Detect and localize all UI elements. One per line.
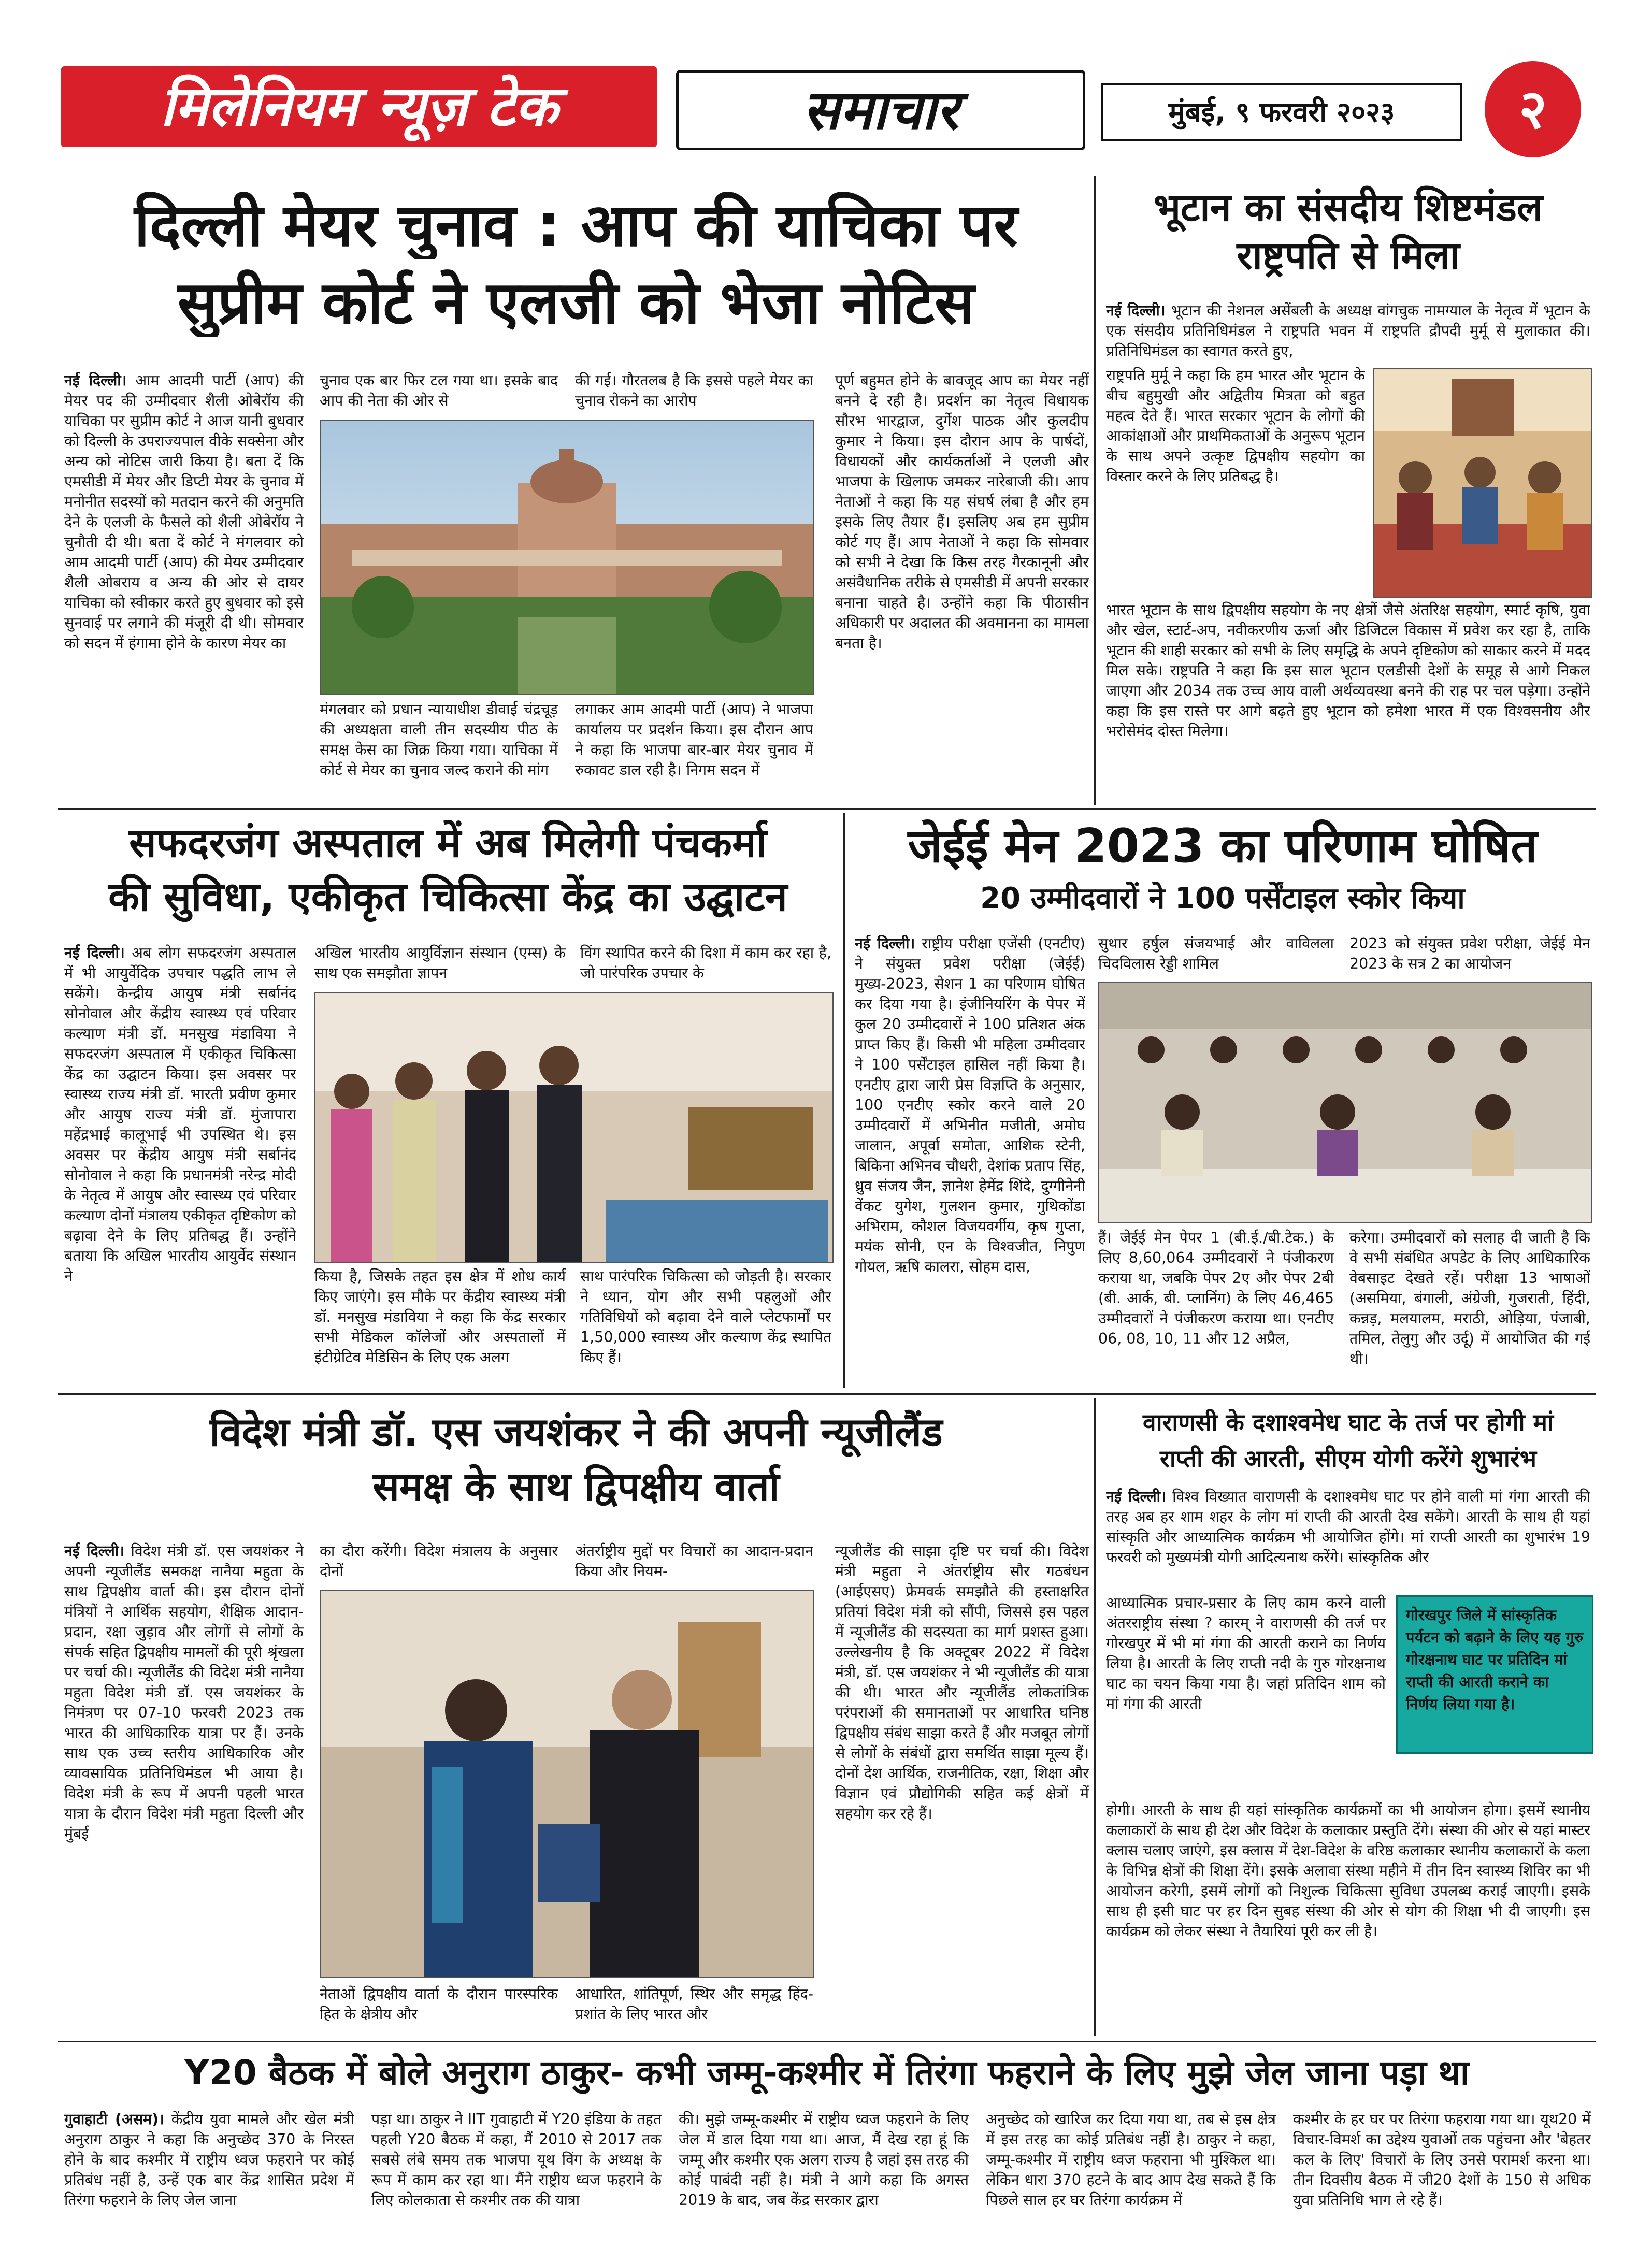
jaishankar-dateline: नई दिल्ली। [64,1542,125,1560]
jaishankar-body-1: विदेश मंत्री डॉ. एस जयशंकर ने अपनी न्यूजीलैंड समकक्ष नानैया महुता के साथ द्विपक्षीय वार्ता की। इस दौरान दोनों मंत्रियों ने आर्थिक सहयोग, शैक्षिक आदान-प्रदान, रक्षा जुड़ाव और लोगों से लोगों के संपर्क सहित द्विपक्षीय मामलों की पूरी श्रृंखला पर चर्चा की। न्यूजीलैंड की विदेश मंत्री नानैया महुता विदेश मंत्री डॉ. एस जयशंकर के निमंत्रण पर 07-10 फरवरी 2023 तक भारत की आधिकारिक यात्रा पर हैं। उनके साथ एक उच्च स्तरीय आधिकारिक और व्यावसायिक प्रतिनिधिमंडल भी आया है। विदेश मंत्री के रूप में अपनी पहली भारत यात्रा के दौरान विदेश मंत्री महुता दिल्ली और मुंबई [64,1542,304,1842]
headline-mayor-line1: दिल्ली मेयर चुनाव : आप की याचिका पर [134,192,1018,259]
mayor-column-2-top [320,370,558,413]
bhutan-body-3: भारत भूटान के साथ द्विपक्षीय सहयोग के नए क्षेत्रों जैसे अंतरिक्ष सहयोग, स्मार्ट कृषि, युवा और खेल, स्टार्ट-अप, नवीकरणीय ऊर्जा और डिजिटल विकास में प्रवेश कर रहा है, ताकि भूटान की शाही सरकार को सभी के लिए समृद्धि के अपने दृष्टिकोण को साकार करने में मदद मिल सके। राष्ट्रपति ने कहा कि इस साल भूटान एलडीसी देशों के समूह से आगे निकल जाएगा और 2034 तक उच्च आय वाली अर्थव्यवस्था बनने की राह पर चल पड़ेगा। उन्होंने कहा कि इस रास्ते पर आगे बढ़ते हुए भूटान को हमेशा भारत में एक विश्वसनीय और भरोसेमंद दोस्त मिलेगा। [1106,601,1590,740]
jaishankar-column-3-bottom [575,1984,813,2028]
vertical-divider-middle [843,813,845,1388]
mayor-column-3-top [575,370,813,413]
article-jee [850,813,1596,1388]
brand-name: मिलेनियम न्यूज़ टेक [160,74,558,139]
safdarjung-body-3b: साथ पारंपरिक चिकित्सा को जोड़ती है। सरकार ने ध्यान, योग और सभी पहलुओं और गतिविधियों को बढ़ावा देने वाले प्लेटफार्मों पर 1,50,000 स्वास्थ्य और कल्याण केंद्र स्थापित किए हैं। [580,1268,831,1366]
safdarjung-column-3-top [580,943,831,985]
mayor-body-2b: मंगलवार को प्रधान न्यायाधीश डीवाई चंद्रचूड़ की अध्यक्षता वाली तीन सदस्यीय पीठ के समक्ष केस का जिक्र किया गया। याचिका में कोर्ट से मेयर का चुनाव जल्द कराने की मांग [320,701,558,778]
safdarjung-column-1 [64,943,296,1383]
headline-mayor-line2: सुप्रीम कोर्ट ने एलजी को भेजा नोटिस [177,269,975,337]
y20-column-1 [64,2109,354,2236]
jee-dateline: नई दिल्ली। [855,935,915,952]
y20-body-2: पड़ा था। ठाकुर ने IIT गुवाहाटी में Y20 इंडिया के तहत पहली Y20 बैठक में कहा, मैं 2010 से 2017 तक सबसे लंबे समय तक भाजपा यूथ विंग के अध्यक्ष के रूप में काम कर रहा था। मैंने राष्ट्रीय ध्वज फहराने के लिए कोलकाता से कश्मीर तक की यात्रा [371,2111,662,2209]
y20-column-5 [1293,2109,1591,2236]
headline-y20: Y20 बैठक में बोले अनुराग ठाकुर- कभी जम्मू-कश्मीर में तिरंगा फहराने के लिए मुझे जेल जाना पड़ा था [184,2053,1469,2093]
bhutan-body-1: भूटान की नेशनल असेंबली के अध्यक्ष वांगचुक नामग्याल के नेतृत्व में भूटान के एक संसदीय प्रतिनिधिमंडल ने राष्ट्रपति भवन में राष्ट्रपति द्रौपदी मुर्मू से मुलाकात की। प्रतिनिधिमंडल का स्वागत करते हुए, [1106,302,1590,359]
mayor-column-3-bottom [575,699,813,798]
safdarjung-column-2-top [314,943,566,985]
section-banner [676,70,1085,150]
headline-varanasi-line1: वाराणसी के दशाश्वमेध घाट के तर्ज पर होगी मां [1143,1408,1554,1436]
mayor-dateline: नई दिल्ली। [64,372,127,389]
bhutan-intro [1106,300,1590,364]
jaishankar-body-2b: नेताओं द्विपक्षीय वार्ता के दौरान पारस्परिक हित के क्षेत्रीय और [320,1985,558,2023]
vertical-divider-top [1094,176,1096,805]
vertical-divider-bottom [1094,1398,1096,2036]
page-number: २ [1518,78,1547,141]
safdarjung-dateline: नई दिल्ली। [64,944,125,961]
mayor-body-2a: चुनाव एक बार फिर टल गया था। इसके बाद आप की नेता की ओर से [320,372,558,409]
jee-body-1: राष्ट्रीय परीक्षा एजेंसी (एनटीए) ने संयुक्त प्रवेश परीक्षा (जेईई) मुख्य-2023, सेशन 1 का परिणाम घोषित कर दिया गया है। इंजीनियरिंग के पेपर में कुल 20 उम्मीदवारों ने 100 प्रतिशत अंक प्राप्त किए हैं। किसी भी महिला उम्मीदवार ने 100 पर्सेंटाइल हासिल नहीं किया है। एनटीए द्वारा जारी प्रेस विज्ञप्ति के अनुसार, 100 एनटीए स्कोर करने वाले 20 उम्मीदवारों में अभिनीत मजीती, अमोघ जालान, अपूर्वा समोता, आशिक स्टेनी, बिकिना अभिनव चौधरी, देशांक प्रताप सिंह, ध्रुव संजय जैन, ज्ञानेश हेमेंद्र शिंदे, दुग्गीनेनी वेंकट युगेश, गुलशन कुमार, गुथिकोंडा अभिराम, कौशल विजयवर्गीय, कृष गुप्ता, मयंक सोनी, एन के विश्वजीत, निपुण गोयल, ऋषि कालरा, सोहम दास, [855,935,1085,1275]
horizontal-divider-2 [58,1393,1596,1395]
jee-column-1 [855,933,1085,1384]
headline-bhutan-line1: भूटान का संसदीय शिष्टमंडल [1154,185,1543,230]
varanasi-body-1: विश्व विख्यात वाराणसी के दशाश्वमेध घाट पर होने वाली मां गंगा आरती की तरह अब हर शाम शहर के लोग मां राप्ती की आरती देख सकेंगे। आरती के साथ ही यहां सांस्कृति और आध्यात्मिक कार्यक्रम भी आयोजित होंगे। मां राप्ती आरती का शुभारंभ 19 फरवरी को मुख्यमंत्री योगी आदित्यनाथ करेंगे। सांस्कृतिक और [1106,1488,1590,1566]
mayor-body-1: आम आदमी पार्टी (आप) की मेयर पद की उम्मीदवार शैली ओबेरॉय की याचिका पर सुप्रीम कोर्ट ने आज यानी बुधवार को दिल्ली के उपराज्यपाल वीके सक्सेना और अन्य को नोटिस जारी किया है। बता दें कि एमसीडी में मेयर और डिप्टी मेयर के चुनाव में मनोनीत सदस्यों को मतदान करने की अनुमति देने के एलजी के फैसले को शैली ओबेरॉय ने चुनौती दी थी। बता दें कोर्ट ने मंगलवार को आम आदमी पार्टी (आप) की मेयर उम्मीदवार शैली ओबराय व अन्य की ओर से दायर याचिका को स्वीकार करते हुए बुधवार को इसे सुनवाई पर लगाने की मंजूरी दी थी। सोमवार को सदन में हंगामा होने के कारण मेयर का [64,372,304,652]
headline-jee: जेईई मेन 2023 का परिणाम घोषित [908,819,1538,873]
safdarjung-body-1: अब लोग सफदरजंग अस्पताल में भी आयुर्वेदिक उपचार पद्धति लाभ ले सकेंगे। केन्द्रीय आयुष मंत्री सर्बानंद सोनोवाल और केंद्रीय स्वास्थ्य एवं परिवार कल्याण मंत्री डॉ. मनसुख मंडाविया ने सफदरजंग अस्पताल में एकीकृत चिकित्सा केंद्र का उद्घाटन किया। इस अवसर पर स्वास्थ्य राज्य मंत्री डॉ. भारती प्रवीण कुमार और आयुष राज्य मंत्री डॉ. मुंजापारा महेंद्रभाई कालूभाई भी उपस्थित थे। इस अवसर पर केंद्रीय आयुष मंत्री सर्बानंद सोनोवाल ने कहा कि प्रधानमंत्री नरेन्द्र मोदी के नेतृत्व में आयुष और स्वास्थ्य एवं परिवार कल्याण दोनों मंत्रालय एकीकृत दृष्टिकोण को बढ़ावा देने के लिए प्रतिबद्ध हैं। उन्होंने बताया कि अखिल भारतीय आयुर्वेद संस्थान ने [64,944,296,1285]
mayor-body-3b: लगाकर आम आदमी पार्टी (आप) ने भाजपा कार्यालय पर प्रदर्शन किया। इस दौरान आप ने कहा कि भाजपा बार-बार मेयर चुनाव में रुकावट डाल रही है। निगम सदन में [575,701,813,778]
headline-jaishankar-line1: विदेश मंत्री डॉ. एस जयशंकर ने की अपनी न्यूजीलैंड [209,1409,943,1455]
y20-body-1: केंद्रीय युवा मामले और खेल मंत्री अनुराग ठाकुर ने कहा कि अनुच्छेद 370 के निरस्त होने के बाद कश्मीर में राष्ट्रीय ध्वज फहराने पर कोई प्रतिबंध नहीं है, उन्हें एक बार केंद्र शासित प्रदेश में तिरंगा फहराने के लिए जेल जाना [64,2111,354,2209]
article-varanasi [1101,1398,1596,2036]
safdarjung-body-3a: विंग स्थापित करने की दिशा में काम कर रहा है, जो पारंपरिक उपचार के [580,944,831,982]
jee-body-2a: सुथार हर्षुल संजयभाई और वाविलला चिदविलास रेड्डी शामिल [1098,935,1334,972]
y20-dateline: गुवाहाटी (असम)। [64,2111,164,2128]
y20-body-5: कश्मीर के हर घर पर तिरंगा फहराया गया था। यूथ20 में विचार-विमर्श का उद्देश्य युवाओं तक पहुंचना और 'बेहतर कल के लिए' विचारों के लिए उनसे परामर्श करना था। तीन दिवसीय बैठक में जी20 देशों के 150 से अधिक युवा प्रतिनिधि भाग ले रहे हैं। [1293,2111,1591,2209]
article-bhutan [1101,171,1596,805]
mayor-body-3a: की गई। गौरतलब है कि इससे पहले मेयर का चुनाव रोकने का आरोप [575,372,813,409]
headline-safdarjung-line2: की सुविधा, एकीकृत चिकित्सा केंद्र का उद्घाटन [108,874,787,920]
article-y20 [58,2046,1596,2253]
dateline: मुंबई, ९ फरवरी २०२३ [1168,96,1395,128]
horizontal-divider-3 [58,2041,1596,2042]
jaishankar-column-2-top [320,1541,558,1583]
jee-column-2-top [1098,933,1334,976]
supreme-court-photo [320,420,814,695]
subhead-jee: 20 उम्मीदवारों ने 100 पर्सेंटाइल स्कोर किया [980,882,1465,915]
jaishankar-column-3-top [575,1541,813,1583]
jaishankar-body-4: न्यूजीलैंड की साझा दृष्टि पर चर्चा की। विदेश मंत्री महुता ने अंतर्राष्ट्रीय सौर गठबंधन (आईएसए) फ्रेमवर्क समझौते की हस्ताक्षरित प्रतियां विदेश मंत्री को सौंपी, जिससे इस पहल में न्यूजीलैंड की सदस्यता का मार्ग प्रशस्त हुआ। उल्लेखनीय है कि अक्टूबर 2022 में विदेश मंत्री, डॉ. एस जयशंकर ने भी न्यूजीलैंड की यात्रा की थी। भारत और न्यूजीलैंड लोकतांत्रिक परंपराओं की समानताओं पर आधारित घनिष्ठ द्विपक्षीय संबंध साझा करते हैं और मजबूत लोगों से लोगों के संबंधों द्वारा समर्थित साझा मूल्य हैं। दोनों देश आर्थिक, राजनीतिक, रक्षा, शिक्षा और विज्ञान एवं प्रौद्योगिकी सहित कई क्षेत्रों में सहयोग कर रहे हैं। [835,1542,1089,1822]
brand-banner [61,66,657,147]
article-mayor [58,171,1094,803]
exam-hall-photo [1098,982,1592,1223]
bhutan-bottom [1106,600,1590,803]
bhutan-delegation-photo [1373,368,1592,598]
bhutan-body-2: राष्ट्रपति मुर्मू ने कहा कि हम भारत और भूटान के बीच बहुमुखी और अद्वितीय मित्रता को बहुत महत्व देते हैं। भारत सरकार भूटान के लोगों की आकांक्षाओं और प्राथमिकताओं के अनुरूप भूटान के साथ अपने उत्कृष्ट द्विपक्षीय सहयोग का विस्तार करने के लिए प्रतिबद्ध है। [1106,367,1365,485]
jee-body-2b: हैं। जेईई मेन पेपर 1 (बी.ई./बी.टेक.) के लिए 8,60,064 उम्मीदवारों ने पंजीकरण कराया था, जबकि पेपर 2ए और पेपर 2बी (बी. आर्क, बी. प्लानिंग) के लिए 46,465 उम्मीदवारों ने पंजीकरण कराया था। एनटीए 06, 08, 10, 11 और 12 अप्रैल, [1098,1229,1334,1347]
jaishankar-column-4 [835,1541,1089,2030]
panchakarma-inauguration-photo [314,992,834,1263]
varanasi-wrap-column [1106,1593,1386,1797]
headline-bhutan-line2: राष्ट्रपति से मिला [1237,234,1460,278]
varanasi-body-2: आध्यात्मिक प्रचार-प्रसार के लिए काम करने वाली अंतरराष्ट्रीय संस्था ? कारम् ने वाराणसी की तर्ज पर गोरखपुर में भी मां गंगा की आरती कराने का निर्णय लिया है। आरती के लिए राप्ती नदी के गुरु गोरक्षनाथ घाट का चयन किया गया है। जहां प्रतिदिन शाम को मां गंगा की आरती [1106,1594,1386,1712]
jaishankar-body-3a: अंतर्राष्ट्रीय मुद्दों पर विचारों का आदान-प्रदान किया और नियम- [575,1542,813,1580]
jaishankar-body-2a: का दौरा करेंगी। विदेश मंत्रालय के अनुसार दोनों [320,1542,558,1580]
bhutan-wrap-column [1106,365,1365,598]
headline-jaishankar-line2: समक्ष के साथ द्विपक्षीय वार्ता [372,1463,780,1509]
section-title: समाचार [802,78,959,142]
mayor-body-4: पूर्ण बहुमत होने के बावजूद आप का मेयर नहीं बनने दे रही है। प्रदर्शन का नेतृत्व विधायक सौरभ भारद्वाज, दुर्गेश पाठक और कुलदीप कुमार ने किया। इस दौरान आप के पार्षदों, विधायकों और कार्यकर्ताओं ने एलजी और भाजपा के खिलाफ जमकर नारेबाजी की। आप नेताओं ने कहा कि यह संघर्ष लंबा है और हम इसके लिए तैयार हैं। इसलिए अब हम सुप्रीम कोर्ट गए हैं। आप नेताओं ने कहा कि सोमवार को सभी ने देखा कि किस तरह गैरकानूनी और असंवैधानिक तरीके से एमसीडी में अपनी सरकार बनाना चाहते है। उन्होंने कहा कि पीठासीन अधिकारी पर अदालत की अवमानना का मामला बनता है। [835,372,1089,652]
y20-body-4: अनुच्छेद को खारिज कर दिया गया था, तब से इस क्षेत्र में इस तरह का कोई प्रतिबंध नहीं है। ठाकुर ने कहा, जम्मू-कश्मीर में राष्ट्रीय ध्वज फहराना भी मुश्किल था। लेकिन धारा 370 हटने के बाद आप देख सकते हैं कि पिछले साल हर घर तिरंगा कार्यक्रम में [986,2111,1276,2209]
masthead [0,0,1652,155]
mayor-column-1 [64,370,304,795]
jee-column-3-bottom [1349,1228,1590,1386]
y20-column-3 [679,2109,969,2236]
headline-safdarjung-line1: सफदरजंग अस्पताल में अब मिलेगी पंचकर्मा [129,820,767,867]
safdarjung-body-2b: किया है, जिसके तहत इस क्षेत्र में शोध कार्य किए जाएंगे। इस मौके पर केंद्रीय स्वास्थ्य मंत्री डॉ. मनसुख मंडाविया ने कहा कि केंद्र सरकार सभी मेडिकल कॉलेजों और अस्पतालों में इंटीग्रेटिव मेडिसिन के लिए एक अलग [314,1268,566,1366]
safdarjung-column-2-bottom [314,1266,566,1386]
y20-column-4 [986,2109,1276,2236]
bhutan-dateline: नई दिल्ली। [1106,302,1166,319]
varanasi-pullquote-box [1396,1595,1593,1754]
jaishankar-column-2-bottom [320,1984,558,2028]
dateline-box [1101,83,1462,141]
varanasi-pullquote: गोरखपुर जिले में सांस्कृतिक पर्यटन को बढ़ाने के लिए यह गुरु गोरक्षनाथ घाट पर प्रतिदिन मां राप्ती की आरती कराने का निर्णय लिया गया है। [1406,1606,1584,1713]
safdarjung-body-2a: अखिल भारतीय आयुर्विज्ञान संस्थान (एम्स) के साथ एक समझौता ज्ञापन [314,944,566,982]
jee-body-3b: करेगा। उम्मीदवारों को सलाह दी जाती है कि वे सभी संबंधित अपडेट के लिए आधिकारिक वेबसाइट देखते रहें। परीक्षा 13 भाषाओं (असमिया, बंगाली, अंग्रेजी, गुजराती, हिंदी, कन्नड़, मलयालम, मराठी, ओड़िया, पंजाबी, तमिल, तेलुगु और उर्दू) में आयोजित की गई थी। [1349,1229,1590,1367]
jee-column-3-top [1349,933,1590,976]
bilateral-talks-photo [320,1590,814,1978]
y20-body-3: की। मुझे जम्मू-कश्मीर में राष्ट्रीय ध्वज फहराने के लिए जेल में डाल दिया गया था। आज, मैं देख रहा हूं कि जम्मू और कश्मीर एक अलग राज्य है जहां इस तरह की कोई पाबंदी नहीं है। मंत्री ने आगे कहा कि अगस्त 2019 के बाद, जब केंद्र सरकार द्वारा [679,2111,969,2209]
jaishankar-column-1 [64,1541,304,2030]
varanasi-dateline: नई दिल्ली। [1106,1488,1166,1505]
safdarjung-column-3-bottom [580,1266,831,1386]
varanasi-bottom [1106,1800,1590,2028]
y20-column-2 [371,2109,662,2236]
headline-varanasi-line2: राप्ती की आरती, सीएम योगी करेंगे शुभारंभ [1160,1445,1536,1473]
horizontal-divider-1 [58,808,1596,810]
mayor-column-4 [835,370,1089,795]
varanasi-body-3: होगी। आरती के साथ ही यहां सांस्कृतिक कार्यक्रमों का भी आयोजन होगा। इसमें स्थानीय कलाकारों के साथ ही देश और विदेश के कलाकार प्रस्तुति देंगे। संस्था की ओर से यहां मास्टर क्लास चलाए जाएंगे, इस क्लास में देश-विदेश के वरिष्ठ कलाकार स्थानीय कलाकारों के कला के विभिन्न क्षेत्रों की शिक्षा देंगे। इसके अलावा संस्था महीने में तीन दिन स्वास्थ्य शिविर का भी आयोजन करेगी, इसमें लोगों को निशुल्क चिकित्सा सुविधा उपलब्ध कराई जाएगी। इसके साथ ही इसी घाट पर हर दिन सुबह संस्था की ओर से योग की शिक्षा भी दी जाएगी। इस कार्यक्रम को लेकर संस्था ने तैयारियां पूरी कर ली है। [1106,1801,1590,1940]
jee-column-2-bottom [1098,1228,1334,1386]
article-safdarjung [58,813,838,1388]
jee-body-3a: 2023 को संयुक्त प्रवेश परीक्षा, जेईई मेन 2023 के सत्र 2 का आयोजन [1349,935,1590,972]
jaishankar-body-3b: आधारित, शांतिपूर्ण, स्थिर और समृद्ध हिंद-प्रशांत के लिए भारत और [575,1985,813,2023]
article-jaishankar [58,1398,1094,2036]
varanasi-intro [1106,1487,1590,1590]
mayor-column-2-bottom [320,699,558,798]
page-number-badge [1485,61,1581,157]
